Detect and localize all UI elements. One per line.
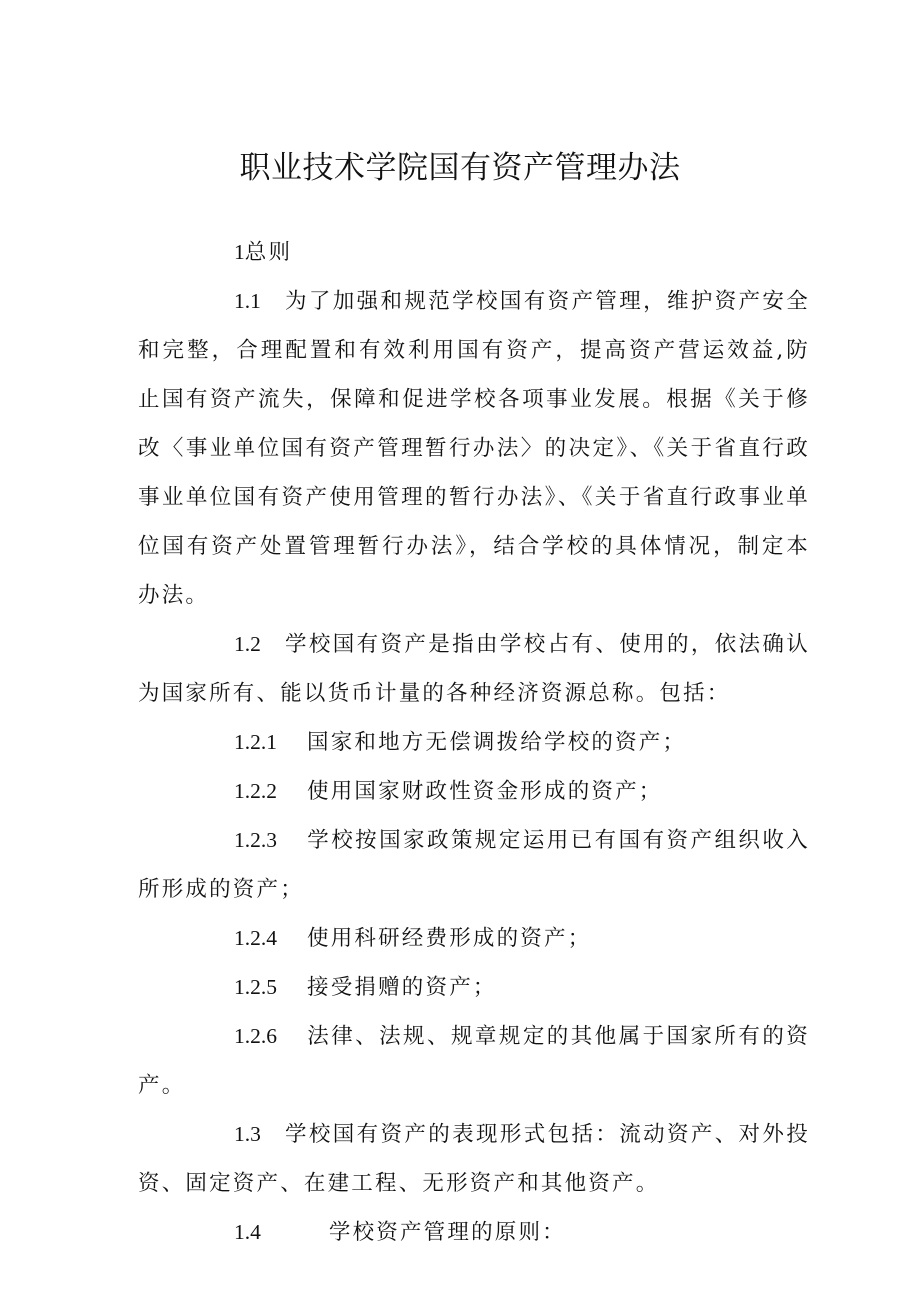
paragraph xyxy=(138,1110,810,1208)
paragraph-number: 1.2.5 xyxy=(234,975,277,999)
document-title: 职业技术学院国有资产管理办法 xyxy=(239,150,681,186)
paragraph xyxy=(138,1208,810,1257)
paragraph-text: 接受捐赠的资产； xyxy=(307,975,497,1000)
paragraph-text: 为了加强和规范学校国有资产管理，维护资产安全和完整，合理配置和有效利用国有资产，提高资产营运效益,防止国有资产流失，保障和促进学校各项事业发展。根据《关于修改〈事业单位国有资产管理暂行办法〉的决定》、《关于省直行政事业单位国有资产使用管理的暂行办法》、《关于省直行政事业单位国有资产处置管理暂行办法》，结合学校的具体情况，制定本办法。 xyxy=(138,289,810,608)
paragraph-text: 使用国家财政性资金形成的资产； xyxy=(307,779,663,804)
paragraph-number: 1.2.6 xyxy=(234,1024,277,1048)
paragraph-number: 1.1 xyxy=(234,289,261,313)
paragraph xyxy=(138,816,810,914)
paragraph xyxy=(138,277,810,620)
paragraph-text: 学校国有资产是指由学校占有、使用的，依法确认为国家所有、能以货币计量的各种经济资源总称。包括： xyxy=(138,632,810,706)
section-heading xyxy=(138,228,810,277)
paragraph xyxy=(138,718,810,767)
paragraph-text: 国家和地方无偿调拨给学校的资产； xyxy=(307,730,687,755)
paragraph-text: 法律、法规、规章规定的其他属于国家所有的资产。 xyxy=(138,1024,810,1098)
paragraph-text: 学校资产管理的原则： xyxy=(328,1220,566,1245)
paragraph-number: 1.2.4 xyxy=(234,926,277,950)
paragraph xyxy=(138,1012,810,1110)
paragraph xyxy=(138,963,810,1012)
paragraph-number: 1.4 xyxy=(234,1220,261,1244)
section-number: 1 xyxy=(234,240,245,264)
paragraph-number: 1.2.1 xyxy=(234,730,277,754)
paragraph-number: 1.2 xyxy=(234,632,261,656)
paragraph-number: 1.2.2 xyxy=(234,779,277,803)
document-body xyxy=(138,228,810,1257)
paragraph-text: 学校按国家政策规定运用已有国有资产组织收入所形成的资产； xyxy=(138,828,810,902)
paragraph-number: 1.2.3 xyxy=(234,828,277,852)
paragraph-text: 使用科研经费形成的资产； xyxy=(307,926,592,951)
section-text: 总则 xyxy=(244,240,293,265)
paragraph-number: 1.3 xyxy=(234,1122,261,1146)
paragraph xyxy=(138,914,810,963)
paragraph-text: 学校国有资产的表现形式包括：流动资产、对外投资、固定资产、在建工程、无形资产和其他资产。 xyxy=(138,1122,810,1196)
paragraph xyxy=(138,767,810,816)
paragraph xyxy=(138,620,810,718)
